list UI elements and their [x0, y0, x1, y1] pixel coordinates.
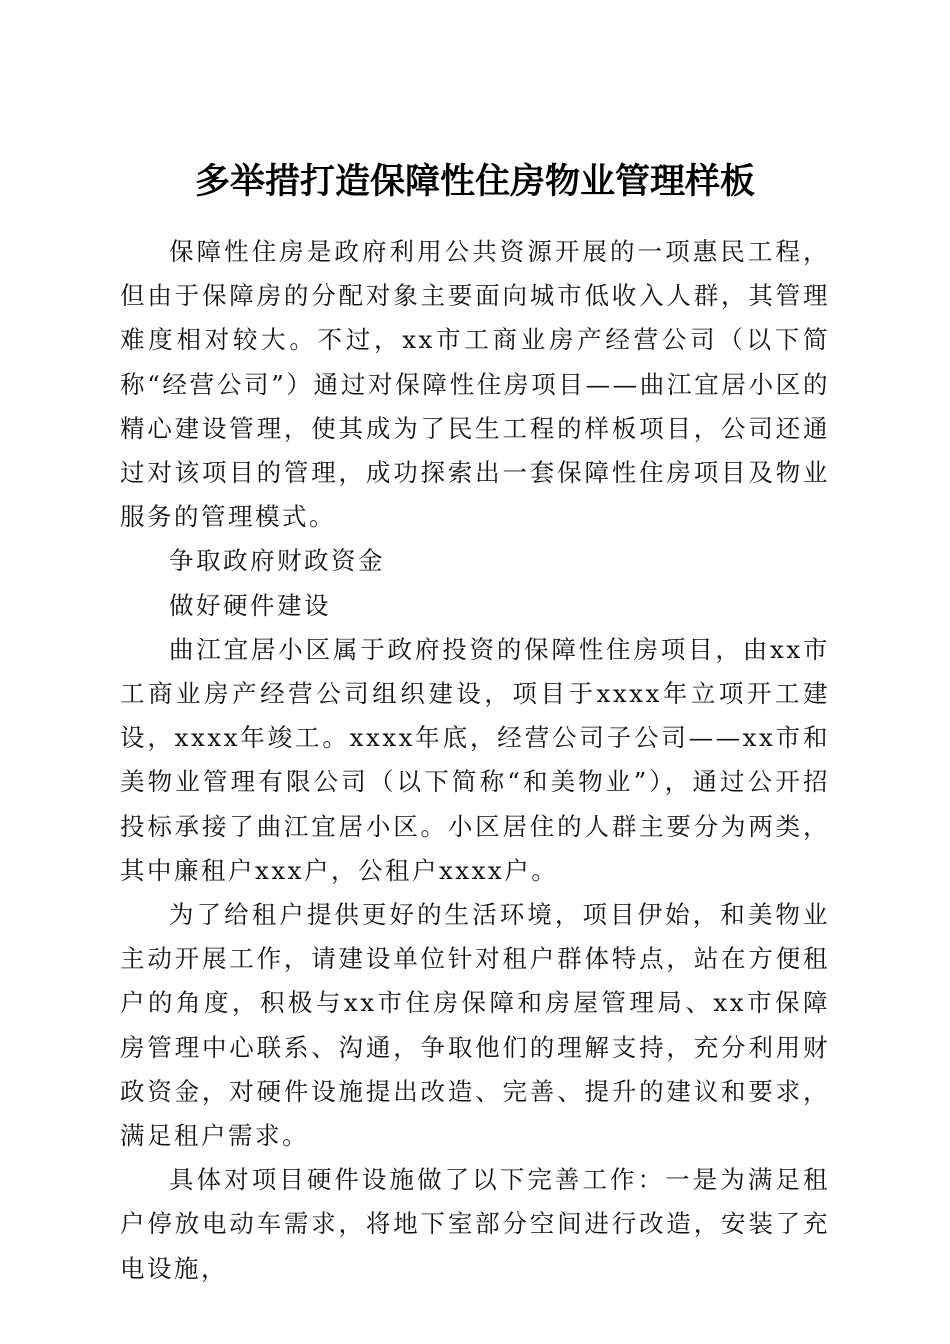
section-heading-funding: 争取政府财政资金: [169, 546, 385, 576]
paragraph-intro: 保障性住房是政府利用公共资源开展的一项惠民工程，但由于保障房的分配对象主要面向城市低收入人群，其管理难度相对较大。不过，xx市工商业房产经营公司（以下简称“经营公司”）通过对保障性住房项目——曲江宜居小区的精心建设管理，使其成为了民生工程的样板项目，公司还通过对该项目的管理，成功探索出一套保障性住房项目及物业服务的管理模式。: [120, 237, 830, 532]
paragraph-hardware-improvements: 具体对项目硬件设施做了以下完善工作：一是为满足租户停放电动车需求，将地下室部分空间进行改造，安装了充电设施，: [120, 1165, 830, 1283]
paragraph-project-background: 曲江宜居小区属于政府投资的保障性住房项目，由xx市工商业房产经营公司组织建设，项目于xxxx年立项开工建设，xxxx年竣工。xxxx年底，经营公司子公司——xx市和美物业管理有限公司（以下简称“和美物业”），通过公开招投标承接了曲江宜居小区。小区居住的人群主要分为两类，其中廉租户xxx户，公租户xxxx户。: [120, 634, 830, 885]
document-body: [120, 230, 830, 1291]
section-heading-hardware: 做好硬件建设: [169, 590, 331, 620]
paragraph-living-environment: 为了给租户提供更好的生活环境，项目伊始，和美物业主动开展工作，请建设单位针对租户群体特点，站在方便租户的角度，积极与xx市住房保障和房屋管理局、xx市保障房管理中心联系、沟通，争取他们的理解支持，充分利用财政资金，对硬件设施提出改造、完善、提升的建议和要求，满足租户需求。: [120, 900, 830, 1151]
document-title: 多举措打造保障性住房物业管理样板: [194, 162, 755, 203]
